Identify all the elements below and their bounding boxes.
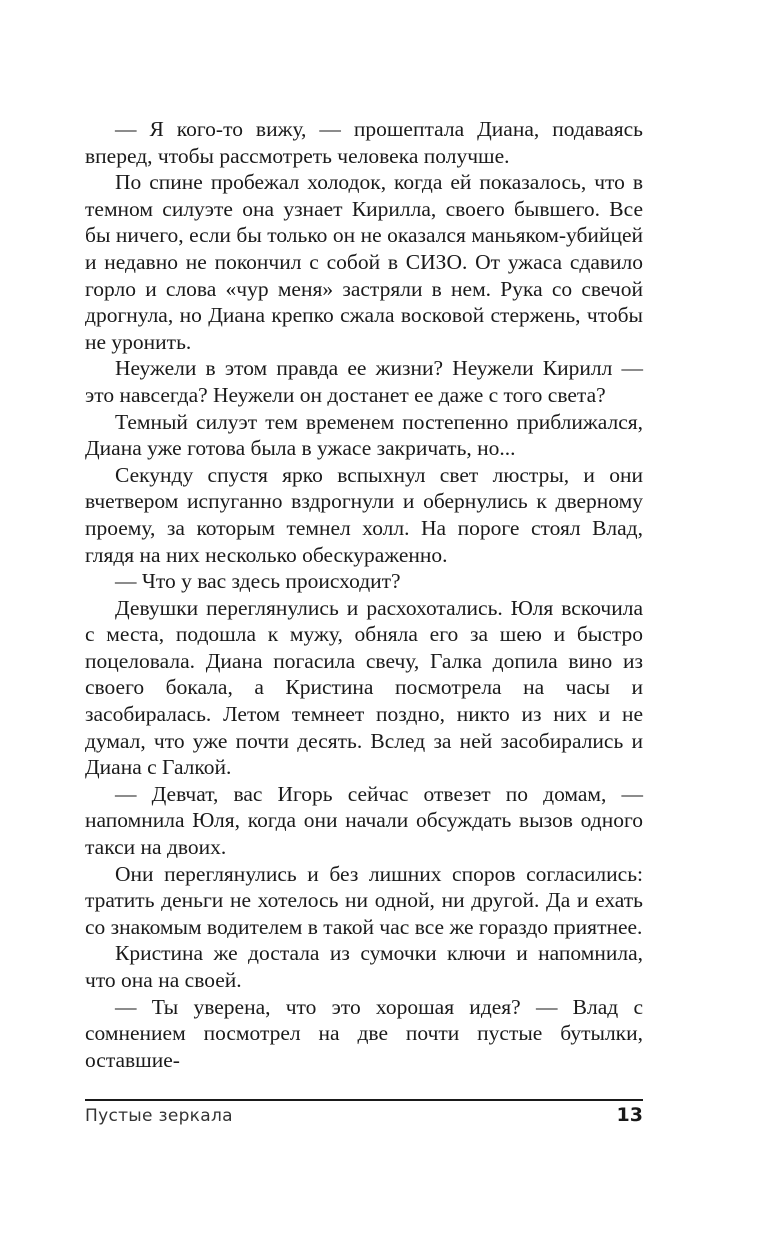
- paragraph: Девушки переглянулись и расхохотались. Юля вскочила с места, подошла к мужу, обняла его за шею и быстро поцеловала. Диана погасила свечу, Галка допила вино из своего бокала, а Кристина посмотрела на часы и засобиралась. Летом темнеет поздно, никто из них и не думал, что уже почти десять. Вслед за ней засобирались и Диана с Галкой.: [85, 595, 643, 780]
- paragraph: — Ты уверена, что это хорошая идея? — Влад с сомнением посмотрел на две почти пустые бутылки, оставшие-: [85, 994, 643, 1072]
- page-number: 13: [616, 1104, 643, 1126]
- paragraph: По спине пробежал холодок, когда ей показалось, что в темном силуэте она узнает Кирилла, своего бывшего. Все бы ничего, если бы только он не оказался маньяком-убийцей и недавно не покончил с собой в СИЗО. От ужаса сдавило горло и слова «чур меня» застряли в нем. Рука со свечой дрогнула, но Диана крепко сжала восковой стержень, чтобы не уронить.: [85, 170, 643, 354]
- footer-divider: [85, 1099, 643, 1101]
- paragraph: Неужели в этом правда ее жизни? Неужели Кирилл — это навсегда? Неужели он достанет ее даже с того света?: [85, 356, 643, 407]
- paragraph: Они переглянулись и без лишних споров согласились: тратить деньги не хотелось ни одной, ни другой. Да и ехать со знакомым водителем в такой час все же гораздо приятнее.: [85, 861, 643, 939]
- paragraph: — Что у вас здесь происходит?: [115, 569, 401, 594]
- paragraph: — Я кого-то вижу, — прошептала Диана, подаваясь вперед, чтобы рассмотреть человека получше.: [85, 117, 643, 168]
- paragraph: Секунду спустя ярко вспыхнул свет люстры, и они вчетвером испуганно вздрогнули и обернулись к дверному проему, за которым темнел холл. На пороге стоял Влад, глядя на них несколько обескураженно.: [85, 462, 643, 567]
- body-text: [85, 116, 643, 1073]
- running-footer-title: Пустые зеркала: [85, 1106, 233, 1126]
- paragraph: Кристина же достала из сумочки ключи и напомнила, что она на своей.: [85, 941, 643, 992]
- paragraph: — Девчат, вас Игорь сейчас отвезет по домам, — напомнила Юля, когда они начали обсуждать вызов одного такси на двоих.: [85, 781, 643, 860]
- paragraph: Темный силуэт тем временем постепенно приближался, Диана уже готова была в ужасе закричать, но...: [85, 409, 643, 461]
